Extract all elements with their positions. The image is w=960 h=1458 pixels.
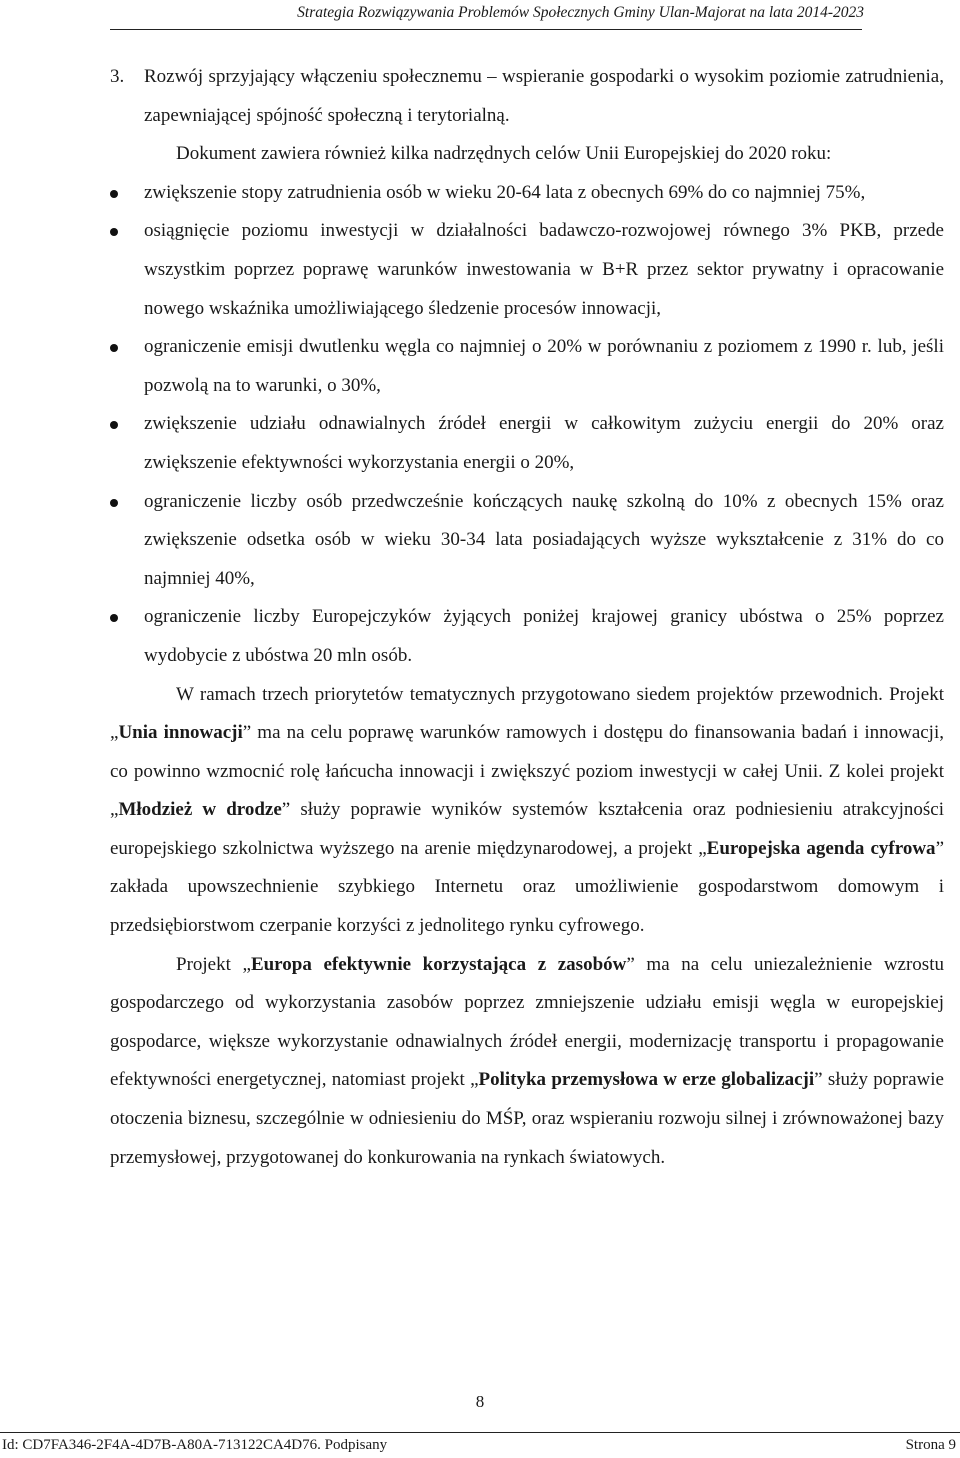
footer-rule bbox=[0, 1432, 960, 1433]
item-text: Rozwój sprzyjający włączeniu społecznemu – wspieranie gospodarki o wysokim poziomie zatrudnienia, zapewniającej spójność społeczną i terytorialną. bbox=[144, 66, 944, 126]
paragraph-text: ” ma na celu poprawę warunków ramowych i dostępu do finansowania badań i innowacji, co powinno wzmocnić rolę łańcucha innowacji i zwiększyć poziom inwestycji w całej Unii. Z kolei projekt „ bbox=[110, 722, 944, 821]
goals-list bbox=[110, 174, 944, 676]
list-item-text: ograniczenie emisji dwutlenku węgla co najmniej o 20% w porównaniu z poziomem z 1990 r. lub, jeśli pozwolą na to warunki, o 30%, bbox=[144, 336, 944, 396]
bullet-icon bbox=[110, 499, 118, 507]
list-item bbox=[110, 212, 944, 328]
project-name: Europejska agenda cyfrowa bbox=[706, 837, 936, 859]
numbered-item bbox=[110, 58, 944, 135]
list-item bbox=[110, 598, 944, 675]
document-body bbox=[110, 58, 944, 1177]
intro-paragraph: Dokument zawiera również kilka nadrzędnych celów Unii Europejskiej do 2020 roku: bbox=[176, 143, 832, 165]
project-name: Europa efektywnie korzystająca z zasobów bbox=[250, 953, 627, 975]
bullet-icon bbox=[110, 421, 118, 429]
list-item bbox=[110, 174, 944, 213]
project-name: Polityka przemysłowa w erze globalizacji bbox=[478, 1069, 815, 1091]
list-item bbox=[110, 328, 944, 405]
page-header: Strategia Rozwiązywania Problemów Społecznych Gminy Ulan-Majorat na lata 2014-2023 bbox=[297, 4, 864, 21]
project-name: Młodzież w drodze bbox=[118, 799, 282, 821]
bullet-icon bbox=[110, 190, 118, 198]
page-number: 8 bbox=[475, 1392, 485, 1411]
list-item-text: zwiększenie stopy zatrudnienia osób w wieku 20-64 lata z obecnych 69% do co najmniej 75%, bbox=[144, 181, 866, 203]
paragraph-text: ” służy poprawie wyników systemów kształcenia oraz podniesieniu atrakcyjności europejskiego szkolnictwa wyższego na arenie międzynarodowej, a projekt „ bbox=[110, 799, 944, 859]
list-item bbox=[110, 405, 944, 482]
bullet-icon bbox=[110, 228, 118, 236]
paragraph-text: ” ma na celu uniezależnienie wzrostu gospodarczego od wykorzystania zasobów poprzez zmniejszenie udziału emisji węgla w europejskiej gospodarce, większe wykorzystanie odnawialnych źródeł energii, modernizację transportu i propagowanie efektywności energetycznej, natomiast projekt „ bbox=[110, 953, 944, 1091]
flagship-projects-paragraph bbox=[110, 676, 944, 946]
item-number: 3. bbox=[110, 66, 125, 87]
list-item bbox=[110, 483, 944, 599]
header-rule bbox=[110, 29, 862, 30]
paragraph-text: Projekt „ bbox=[176, 953, 251, 975]
resource-efficiency-paragraph bbox=[110, 946, 944, 1178]
list-item-text: osiągnięcie poziomu inwestycji w działalności badawczo-rozwojowej równego 3% PKB, przede wszystkim poprzez poprawę warunków inwestowania w B+R przez sektor prywatny i opracowanie nowego wskaźnika umożliwiającego śledzenie procesów innowacji, bbox=[144, 220, 944, 319]
list-item-text: ograniczenie liczby osób przedwcześnie kończących naukę szkolną do 10% z obecnych 15% oraz zwiększenie odsetka osób w wieku 30-34 lata posiadających wyższe wykształcenie z 31% do co najmniej 40%, bbox=[144, 490, 944, 589]
project-name: Unia innowacji bbox=[118, 722, 243, 744]
page-label: Strona 9 bbox=[905, 1437, 956, 1453]
paragraph-text: W ramach trzech priorytetów tematycznych przygotowano siedem projektów przewodnich. Projekt „ bbox=[110, 683, 944, 744]
document-id: Id: CD7FA346-2F4A-4D7B-A80A-713122CA4D76. Podpisany bbox=[2, 1437, 388, 1453]
paragraph-text: ” służy poprawie otoczenia biznesu, szczególnie w odniesieniu do MŚP, oraz wspieraniu rozwoju silnej i zrównoważonej bazy przemysłowej, przygotowanej do konkurowania na rynkach światowych. bbox=[110, 1069, 944, 1168]
bullet-icon bbox=[110, 344, 118, 352]
paragraph-text: ” zakłada upowszechnienie szybkiego Internetu oraz umożliwienie gospodarstwom domowym i przedsiębiorstwom czerpanie korzyści z jednolitego rynku cyfrowego. bbox=[110, 837, 944, 937]
list-item-text: ograniczenie liczby Europejczyków żyjących poniżej krajowej granicy ubóstwa o 25% poprzez wydobycie z ubóstwa 20 mln osób. bbox=[144, 606, 944, 666]
list-item-text: zwiększenie udziału odnawialnych źródeł energii w całkowitym zużyciu energii do 20% oraz zwiększenie efektywności wykorzystania energii o 20%, bbox=[144, 413, 944, 473]
bullet-icon bbox=[110, 614, 118, 622]
